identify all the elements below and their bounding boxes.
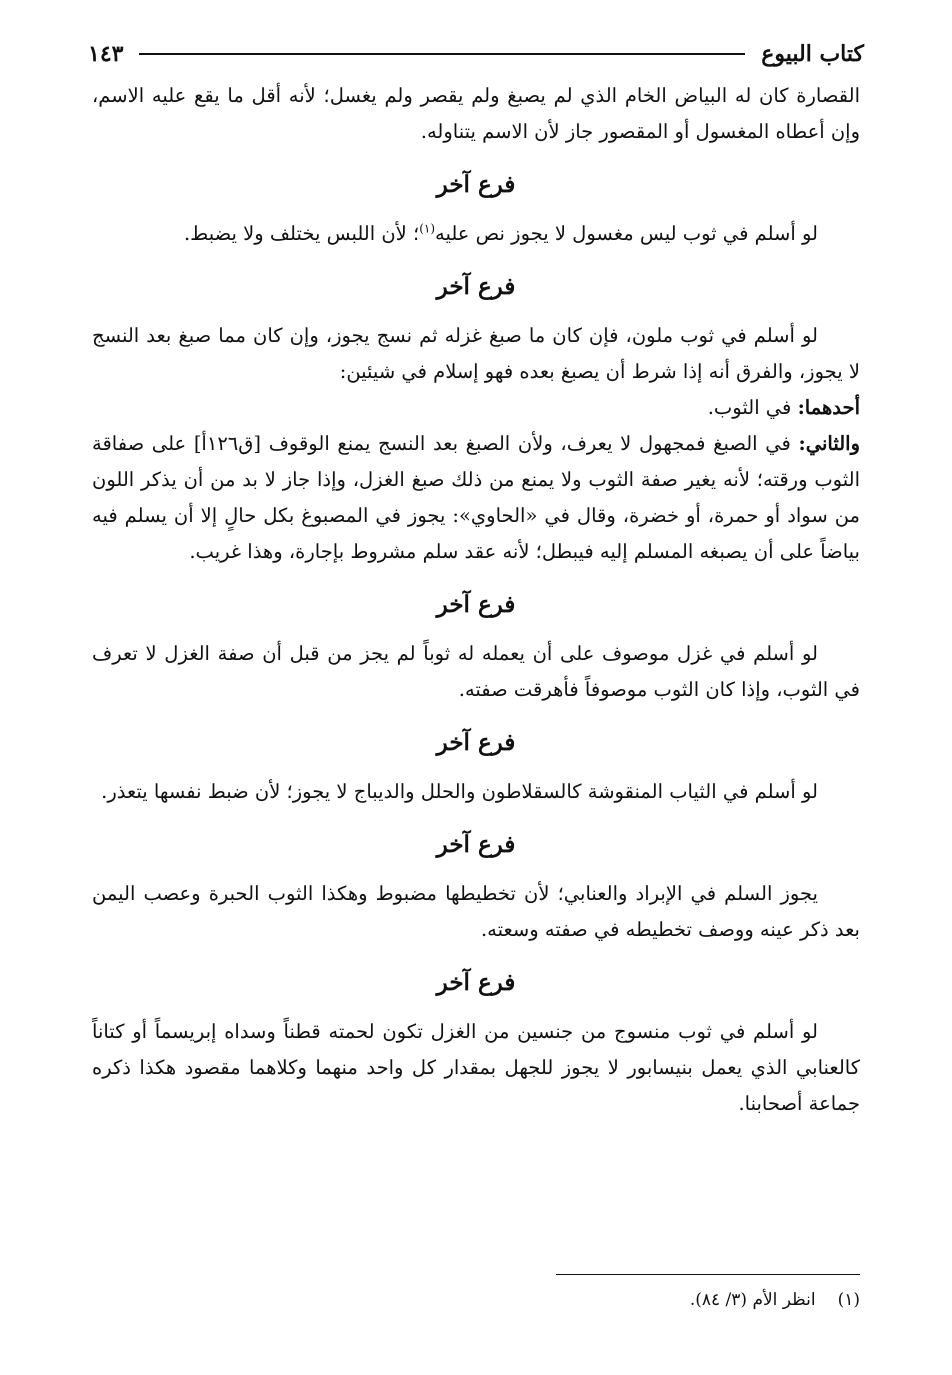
second-item-text: في الصبغ فمجهول لا يعرف، ولأن الصبغ بعد النسج يمنع الوقوف [ق١٢٦أ] على صفاقة الثوب ورقته؛ لأنه يغير صفة الثوب ولا يمنع من ذلك صبغ الغزل، وإذا جاز لا بد من أن يذكر اللون من سواد أو حمرة، أو خضرة، وقال في «الحاوي»: يجوز في المصبوغ بكل حالٍ إلا أن يسلم فيه بياضاً على أن يصبغه المسلم إليه فيبطل؛ لأنه عقد سلم مشروط بإجارة، وهذا غريب. [92, 432, 860, 563]
running-header [88, 34, 864, 74]
section-heading-3: فرع آخر [436, 591, 516, 618]
section-5-paragraph: يجوز السلم في الإبراد والعنابي؛ لأن تخطيطها مضبوط وهكذا الثوب الحبرة وعصب اليمن بعد ذكر عينه ووصف تخطيطه في صفته وسعته. [92, 882, 860, 941]
section-1-paragraph [92, 216, 860, 252]
section-heading-6: فرع آخر [436, 969, 516, 996]
section-1-text-a: لو أسلم في ثوب ليس مغسول لا يجوز نص عليه [435, 222, 818, 245]
section-6-paragraph: لو أسلم في ثوب منسوج من جنسين من الغزل تكون لحمته قطناً وسداه إبريسماً أو كتاناً كالعنابي الذي يعمل بنيسابور لا يجوز للجهل بمقدار كل واحد منهما وكلاهما مقصود هكذا ذكره جماعة أصحابنا. [92, 1020, 860, 1115]
section-4-paragraph: لو أسلم في الثياب المنقوشة كالسقلاطون والحلل والديباج لا يجوز؛ لأن ضبط نفسها يتعذر. [101, 780, 818, 803]
second-item-label: والثاني: [798, 432, 860, 455]
intro-paragraph: القصارة كان له البياض الخام الذي لم يصبغ ولم يقصر ولم يغسل؛ لأنه أقل ما يقع عليه الاسم، وإن أعطاه المغسول أو المقصور جاز لأن الاسم يتناوله. [92, 84, 860, 143]
section-2-paragraph: لو أسلم في ثوب ملون، فإن كان ما صبغ غزله ثم نسج يجوز، وإن كان مما صبغ بعد النسج لا يجوز، والفرق أنه إذا شرط أن يصبغ بعده فهو إسلام في شيئين: [92, 324, 860, 383]
section-heading-5: فرع آخر [436, 831, 516, 858]
footnote-reference[interactable]: (١) [419, 221, 436, 236]
footnote-number: (١) [837, 1290, 860, 1310]
section-3-paragraph: لو أسلم في غزل موصوف على أن يعمله له ثوباً لم يجز من قبل أن صفة الغزل لا تعرف في الثوب، وإذا كان الثوب موصوفاً فأهرقت صفته. [92, 642, 860, 701]
footnote-text: انظر الأم (٣/ ٨٤). [689, 1290, 816, 1310]
footnote-separator [556, 1274, 860, 1275]
section-heading-4: فرع آخر [436, 729, 516, 756]
footnote [92, 1290, 860, 1310]
page-number: ١٤٣ [88, 41, 124, 67]
page-body [92, 78, 860, 1122]
section-2-first-item [92, 390, 860, 426]
section-heading-1: فرع آخر [436, 171, 516, 198]
section-2-second-item [92, 426, 860, 570]
first-item-label: أحدهما: [797, 396, 860, 419]
first-item-text: في الثوب. [707, 396, 792, 419]
section-heading-2: فرع آخر [436, 273, 516, 300]
book-title: كتاب البيوع [761, 41, 864, 67]
header-rule [139, 53, 745, 55]
section-1-text-b: ؛ لأن اللبس يختلف ولا يضبط. [183, 222, 420, 245]
